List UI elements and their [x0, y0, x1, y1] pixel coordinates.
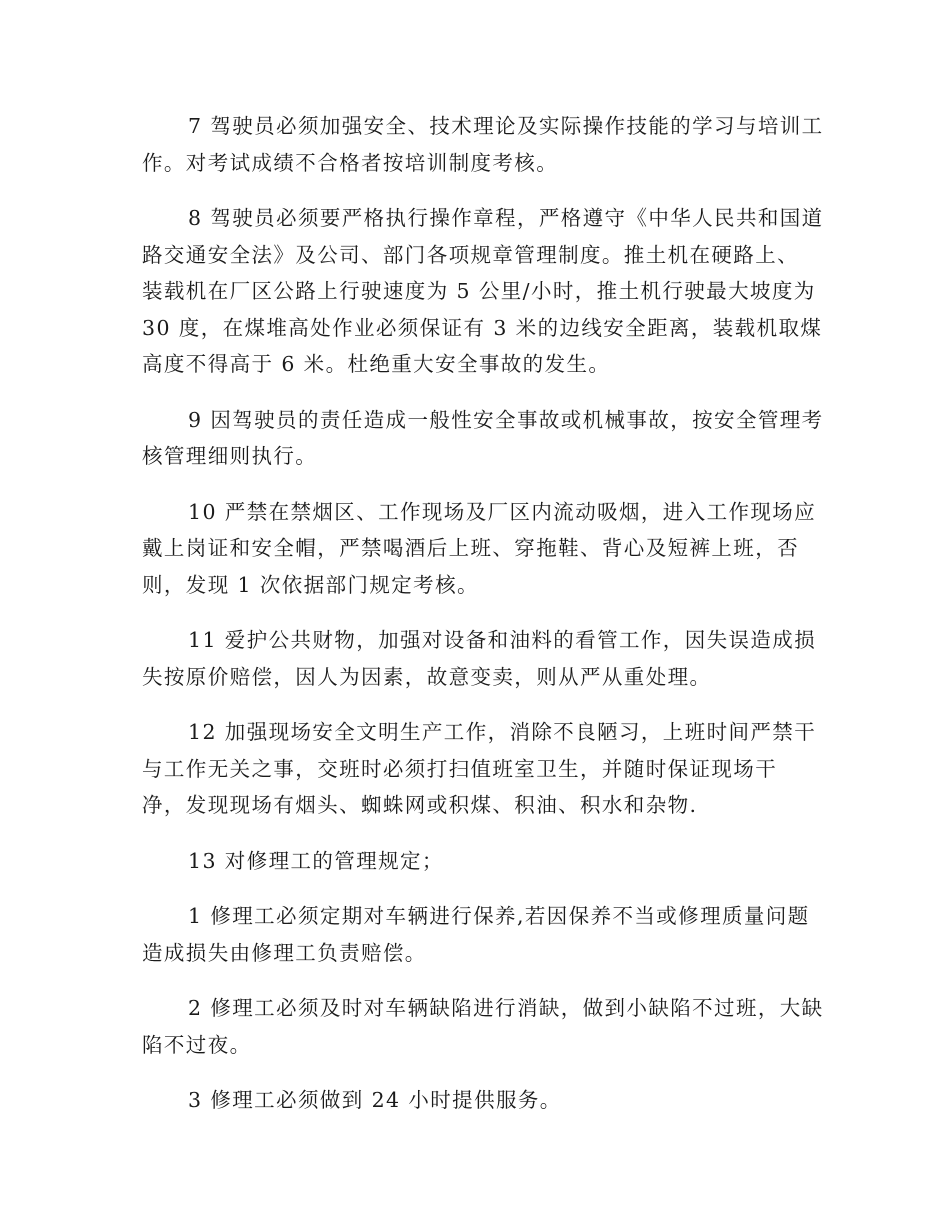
paragraph-sub-1	[142, 898, 810, 971]
paragraph-11	[142, 622, 817, 695]
paragraph-line: 则，发现 1 次依据部门规定考核。	[142, 572, 479, 597]
paragraph-line: 装载机在厂区公路上行驶速度为 5 公里/小时，推土机行驶最大坡度为	[142, 279, 816, 303]
paragraph-7	[142, 108, 824, 181]
paragraph-line: 作。对考试成绩不合格者按培训制度考核。	[142, 150, 559, 175]
paragraph-9	[142, 402, 824, 475]
paragraph-line: 30 度，在煤堆高处作业必须保证有 3 米的边线安全距离，装载机取煤	[142, 315, 823, 340]
paragraph-line: 造成损失由修理工负责赔偿。	[142, 940, 427, 965]
paragraph-line: 路交通安全法》及公司、部门各项规章管理制度。推土机在硬路上、	[142, 242, 799, 267]
paragraph-13	[142, 843, 810, 880]
paragraph-12	[142, 714, 817, 824]
paragraph-line: 陷不过夜。	[142, 1032, 252, 1057]
paragraph-line: 1 修理工必须定期对车辆进行保养,若因保养不当或修理质量问题	[188, 904, 810, 928]
paragraph-line: 11 爱护公共财物，加强对设备和油料的看管工作，因失误造成损	[188, 628, 817, 652]
paragraph-line: 与工作无关之事，交班时必须打扫值班室卫生，并随时保证现场干	[142, 756, 778, 781]
paragraph-line: 戴上岗证和安全帽，严禁喝酒后上班、穿拖鞋、背心及短裤上班，否	[142, 536, 799, 560]
paragraph-line: 7 驾驶员必须加强安全、技术理论及实际操作技能的学习与培训工	[188, 114, 824, 138]
paragraph-line: 10 严禁在禁烟区、工作现场及厂区内流动吸烟，进入工作现场应	[188, 499, 817, 524]
paragraph-10	[142, 494, 817, 604]
paragraph-line: 3 修理工必须做到 24 小时提供服务。	[188, 1088, 562, 1112]
paragraph-line: 高度不得高于 6 米。杜绝重大安全事故的发生。	[142, 352, 611, 376]
paragraph-line: 13 对修理工的管理规定；	[188, 848, 444, 873]
paragraph-line: 失按原价赔偿，因人为因素，故意变卖，则从严从重处理。	[142, 664, 712, 689]
paragraph-sub-3	[142, 1082, 810, 1119]
paragraph-line: 8 驾驶员必须要严格执行操作章程，严格遵守《中华人民共和国道	[188, 206, 824, 230]
paragraph-sub-2	[142, 990, 824, 1063]
paragraph-line: 净，发现现场有烟头、蜘蛛网或积煤、积油、积水和杂物.	[142, 793, 698, 817]
paragraph-line: 12 加强现场安全文明生产工作，消除不良陋习，上班时间严禁干	[188, 720, 817, 744]
paragraph-line: 9 因驾驶员的责任造成一般性安全事故或机械事故，按安全管理考	[188, 407, 824, 432]
paragraph-line: 核管理细则执行。	[142, 444, 318, 468]
paragraph-line: 2 修理工必须及时对车辆缺陷进行消缺，做到小缺陷不过班，大缺	[188, 996, 824, 1020]
paragraph-8	[142, 200, 824, 383]
